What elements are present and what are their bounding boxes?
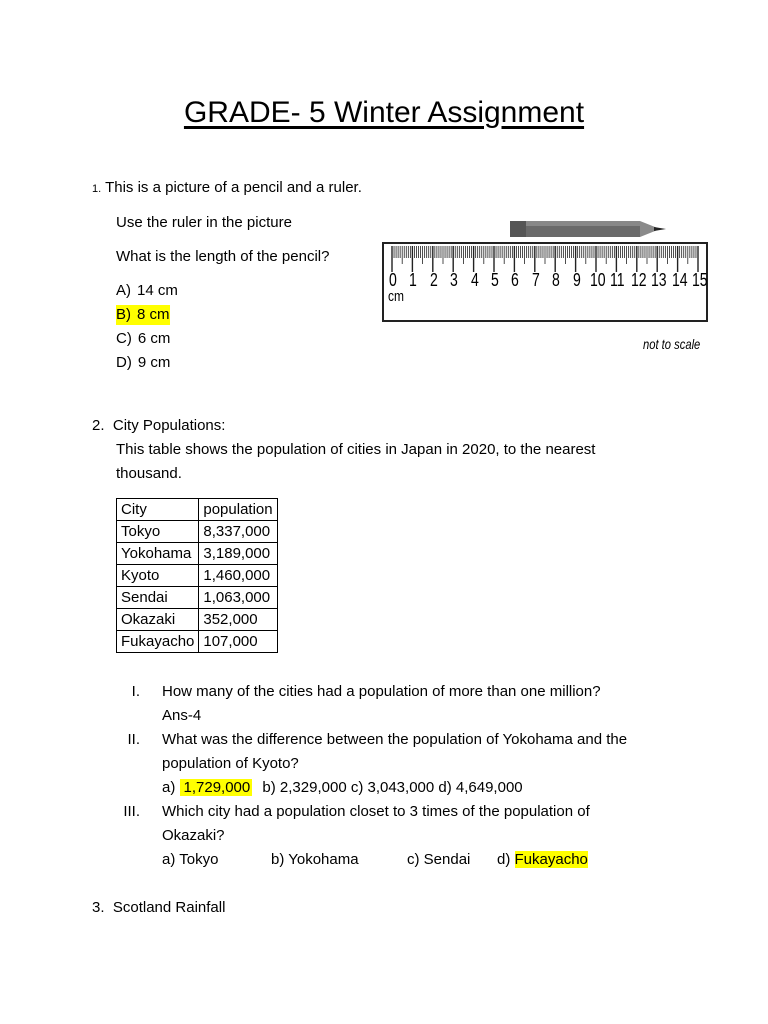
ruler-number: 8 bbox=[552, 270, 560, 290]
q2-desc-line2: thousand. bbox=[116, 465, 182, 482]
pencil-icon bbox=[510, 218, 666, 240]
table-cell: 3,189,000 bbox=[199, 543, 277, 565]
q1-number: 1. bbox=[92, 183, 102, 195]
q2-sub-ii-options bbox=[162, 778, 523, 798]
q3-heading: 3. Scotland Rainfall bbox=[92, 899, 226, 916]
ruler-number: 9 bbox=[572, 270, 581, 290]
ruler-unit: cm bbox=[388, 288, 404, 305]
population-table bbox=[116, 498, 278, 653]
q2-sub-iii-line1: Which city had a population closet to 3 times of the population of bbox=[162, 803, 590, 820]
q2-sub-ii-line2: population of Kyoto? bbox=[162, 755, 299, 772]
q2-ii-other-options: b) 2,329,000 c) 3,043,000 d) 4,649,000 bbox=[262, 779, 523, 796]
table-cell: Yokohama bbox=[117, 543, 199, 565]
q1-option-c: C) 6 cm bbox=[116, 330, 171, 347]
table-cell: 352,000 bbox=[199, 609, 277, 631]
q1-intro bbox=[92, 178, 362, 199]
q2-ii-option-a-label: a) bbox=[162, 779, 176, 796]
q2-sub-i-answer: Ans-4 bbox=[162, 707, 202, 724]
page-title: GRADE- 5 Winter Assignment bbox=[183, 96, 585, 129]
q2-sub-i: I. bbox=[131, 683, 140, 700]
ruler-number: 13 bbox=[651, 270, 667, 290]
table-row bbox=[117, 609, 278, 631]
q1-text: This is a picture of a pencil and a ruler. bbox=[105, 179, 362, 196]
table-cell: 107,000 bbox=[199, 631, 277, 653]
q2-ii-option-a-highlighted: 1,729,000 bbox=[180, 779, 253, 796]
ruler-number: 15 bbox=[692, 270, 708, 290]
table-header-cell: City bbox=[117, 499, 199, 521]
table-row bbox=[117, 631, 278, 653]
ruler-number: 14 bbox=[671, 270, 688, 290]
table-cell: 1,063,000 bbox=[199, 587, 277, 609]
table-row bbox=[117, 587, 278, 609]
table-cell: 1,460,000 bbox=[199, 565, 277, 587]
ruler bbox=[382, 242, 708, 322]
q2-sub-iii-line2: Okazaki? bbox=[162, 827, 225, 844]
table-header-row bbox=[117, 499, 278, 521]
q2-iii-option-a: a) Tokyo bbox=[162, 851, 219, 868]
q2-sub-i-text: How many of the cities had a population of more than one million? bbox=[162, 683, 601, 700]
table-cell: Kyoto bbox=[117, 565, 199, 587]
not-to-scale-label: not to scale bbox=[643, 336, 701, 352]
q2-sub-iii: III. bbox=[123, 803, 140, 820]
ruler-number: 3 bbox=[450, 270, 458, 290]
q1-option-d: D) 9 cm bbox=[116, 354, 171, 371]
ruler-number: 7 bbox=[531, 270, 540, 290]
ruler-number: 10 bbox=[590, 270, 606, 290]
table-cell: 8,337,000 bbox=[199, 521, 277, 543]
table-row bbox=[117, 521, 278, 543]
ruler-number: 1 bbox=[409, 270, 418, 290]
ruler-number: 6 bbox=[511, 270, 520, 290]
table-cell: Tokyo bbox=[117, 521, 199, 543]
ruler-pencil-image bbox=[382, 210, 712, 360]
ruler-number: 5 bbox=[491, 270, 499, 290]
table-row bbox=[117, 565, 278, 587]
q2-iii-option-c: c) Sendai bbox=[407, 851, 471, 868]
q2-heading: 2. City Populations: bbox=[92, 417, 226, 434]
q2-iii-option-b: b) Yokohama bbox=[271, 851, 359, 868]
ruler-number: 4 bbox=[470, 270, 479, 290]
q2-sub-ii-line1: What was the difference between the population of Yokohama and the bbox=[162, 731, 628, 748]
q1-question: What is the length of the pencil? bbox=[116, 248, 330, 265]
q1-option-a: A) 14 cm bbox=[116, 282, 178, 299]
q2-sub-ii: II. bbox=[127, 731, 140, 748]
table-header-cell: population bbox=[199, 499, 277, 521]
table-cell: Sendai bbox=[117, 587, 199, 609]
ruler-number: 12 bbox=[630, 270, 647, 290]
q2-iii-option-d-highlighted: Fukayacho bbox=[514, 851, 588, 868]
ruler-number: 2 bbox=[429, 270, 438, 290]
ruler-number: 11 bbox=[610, 270, 625, 290]
table-cell: Okazaki bbox=[117, 609, 199, 631]
q1-option-b-highlighted: B) 8 cm bbox=[116, 306, 170, 323]
table-row bbox=[117, 543, 278, 565]
table-cell: Fukayacho bbox=[117, 631, 199, 653]
ruler-number: 0 bbox=[389, 270, 397, 290]
q2-desc-line1: This table shows the population of cities in Japan in 2020, to the nearest bbox=[116, 441, 596, 458]
q1-instruction: Use the ruler in the picture bbox=[116, 214, 292, 231]
q2-iii-option-d: d) Fukayacho bbox=[497, 851, 588, 868]
